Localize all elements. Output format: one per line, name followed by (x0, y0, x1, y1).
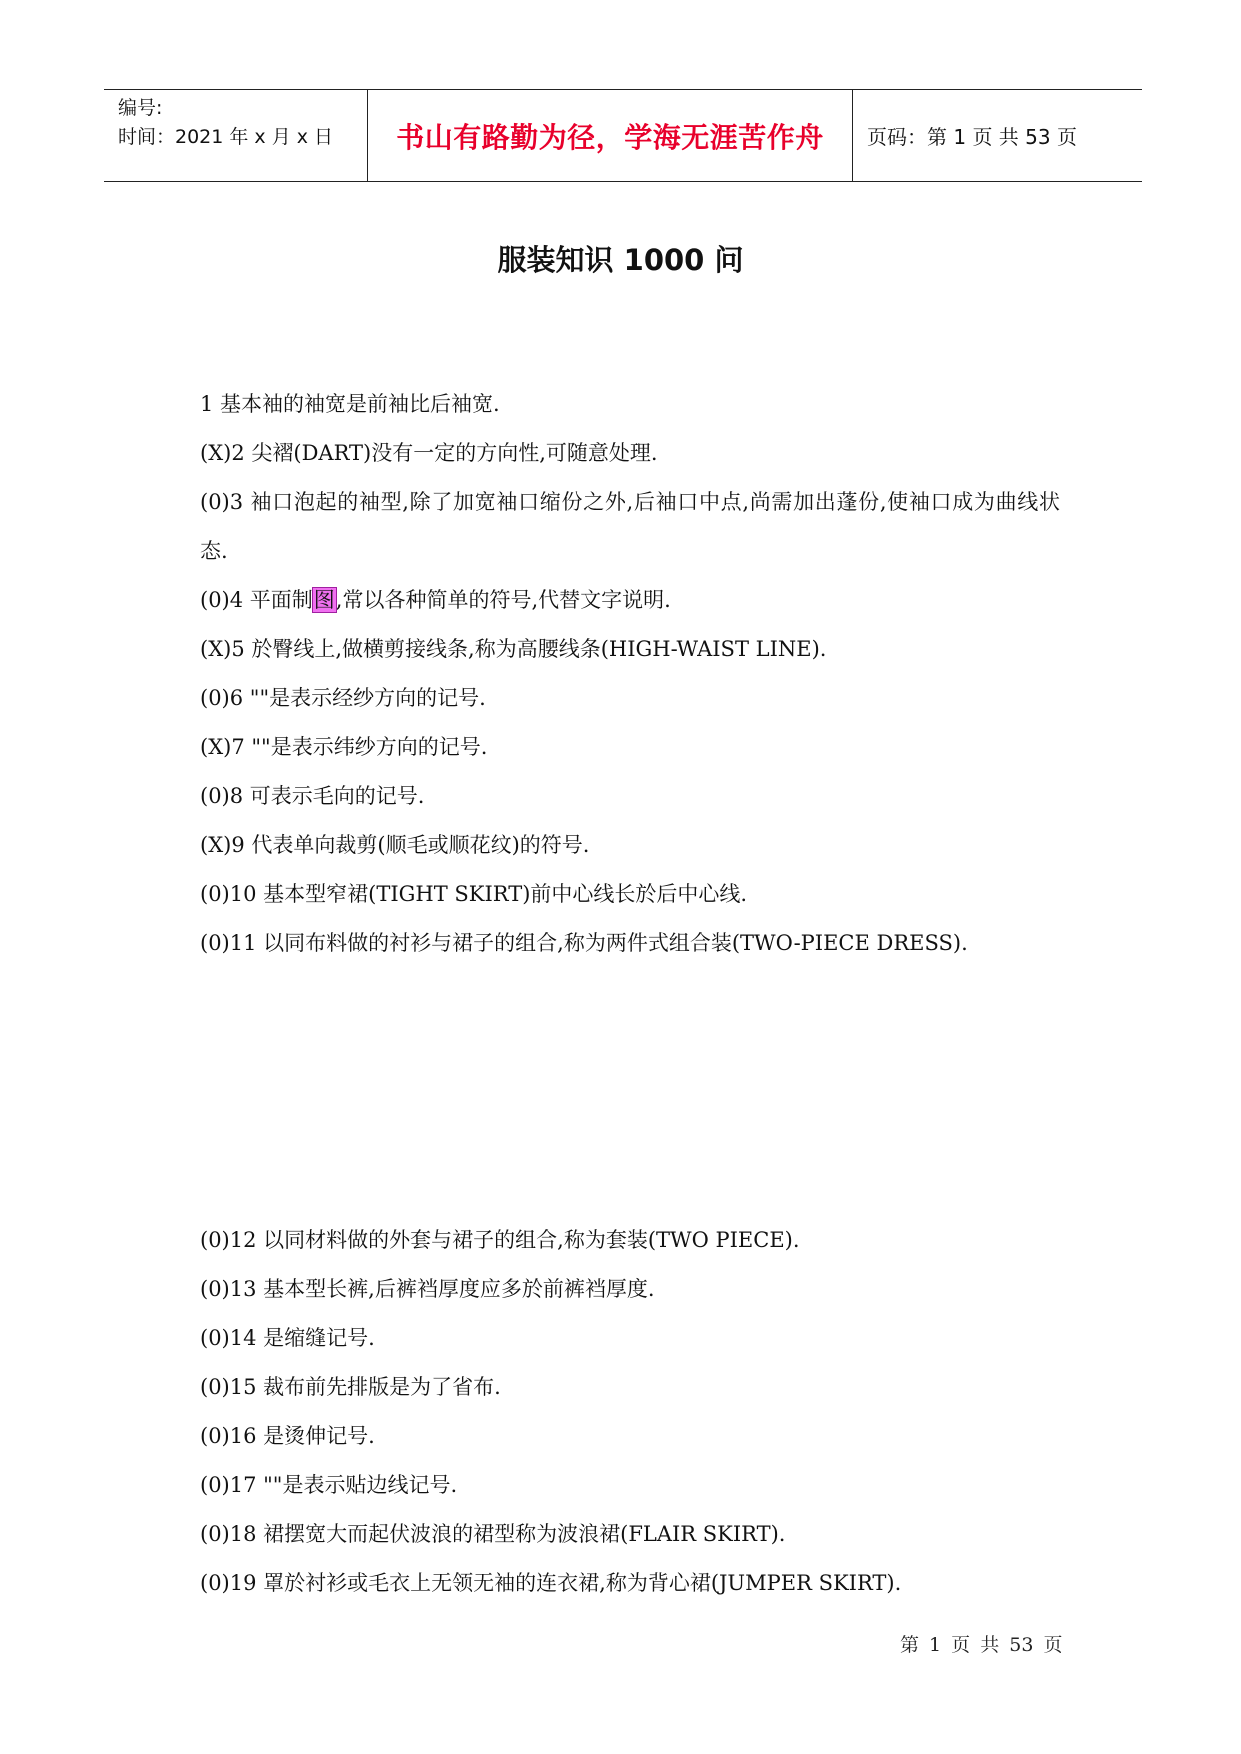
question-item: (0)15 裁布前先排版是为了省布. (200, 1375, 501, 1399)
question-text: ,常以各种简单的符号,代替文字说明. (335, 588, 671, 612)
question-item: (0)11 以同布料做的衬衫与裙子的组合,称为两件式组合装(TWO-PIECE DRESS). (200, 931, 968, 955)
question-item: (0)13 基本型长裤,后裤裆厚度应多於前裤裆厚度. (200, 1277, 655, 1301)
question-item: (0)16 是烫伸记号. (200, 1424, 375, 1448)
question-item: (X)5 於臀线上,做横剪接线条,称为高腰线条(HIGH-WAIST LINE). (200, 637, 827, 661)
question-item: (0)6 ""是表示经纱方向的记号. (200, 686, 486, 710)
page-footer: 第 1 页 共 53 页 (900, 1634, 1063, 1656)
document-title: 服装知识 1000 问 (497, 243, 744, 277)
question-list-part2 (200, 1216, 1060, 1608)
header-meta (104, 90, 368, 181)
header-page-label: 页码：第 1 页 共 53 页 (867, 125, 1077, 149)
question-item: (0)17 ""是表示贴边线记号. (200, 1473, 458, 1497)
question-item: (0)12 以同材料做的外套与裙子的组合,称为套装(TWO PIECE). (200, 1228, 800, 1252)
question-item: (0)18 裙摆宽大而起伏波浪的裙型称为波浪裙(FLAIR SKIRT). (200, 1522, 786, 1546)
highlighted-word: 图 (313, 588, 335, 612)
question-list-part1 (200, 380, 1060, 968)
question-item: 1 基本袖的袖宽是前袖比后袖宽. (200, 392, 500, 416)
question-item: (0)19 罩於衬衫或毛衣上无领无袖的连衣裙,称为背心裙(JUMPER SKIRT). (200, 1571, 902, 1595)
question-item: (0)14 是缩缝记号. (200, 1326, 375, 1350)
question-item (200, 576, 1060, 625)
question-item: (0)10 基本型窄裙(TIGHT SKIRT)前中心线长於后中心线. (200, 882, 748, 906)
question-item: (X)9 代表单向裁剪(顺毛或顺花纹)的符号. (200, 833, 590, 857)
question-item: (0)8 可表示毛向的记号. (200, 784, 425, 808)
header-motto: 书山有路勤为径，学海无涯苦作舟 (368, 90, 853, 181)
page-header (104, 89, 1142, 182)
question-item: (X)2 尖褶(DART)没有一定的方向性,可随意处理. (200, 441, 658, 465)
question-item: (0)3 袖口泡起的袖型,除了加宽袖口缩份之外,后袖口中点,尚需加出蓬份,使袖口成为曲线状态. (200, 490, 1060, 563)
question-item: (X)7 ""是表示纬纱方向的记号. (200, 735, 488, 759)
question-text: (0)4 平面制 (200, 588, 313, 612)
number-label: 编号: (118, 97, 163, 119)
time-label: 时间：2021 年 x 月 x 日 (118, 126, 334, 148)
